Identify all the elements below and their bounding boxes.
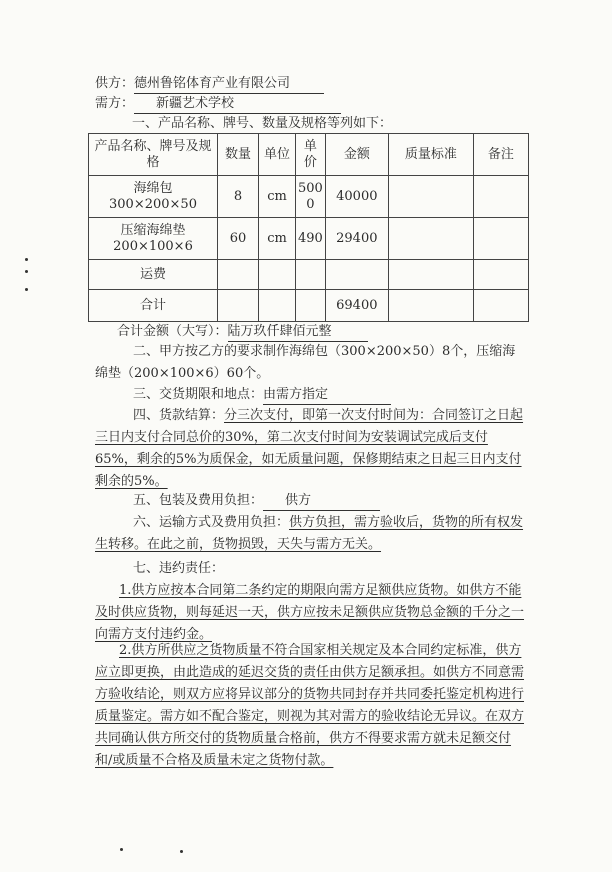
section2-paragraph: 二、甲方按乙方的要求制作海绵包（300×200×50）8个，压缩海绵垫（200×100×6）60个。 bbox=[95, 344, 516, 381]
table-cell: 8 bbox=[218, 176, 259, 218]
table-cell bbox=[218, 290, 259, 322]
section3-label: 三、交货期限和地点： bbox=[133, 387, 264, 402]
table-cell: 29400 bbox=[325, 218, 388, 260]
table-cell bbox=[296, 290, 326, 322]
table-header-cell: 产品名称、牌号及规格 bbox=[89, 134, 218, 176]
table-cell bbox=[473, 218, 528, 260]
table-cell: 压缩海绵垫 200×100×6 bbox=[89, 218, 218, 260]
table-cell: 运费 bbox=[89, 260, 218, 290]
table-cell bbox=[473, 260, 528, 290]
table-row bbox=[89, 176, 529, 218]
buyer-value: 新疆艺术学校 bbox=[134, 95, 341, 114]
table-cell bbox=[388, 218, 473, 260]
supplier-line bbox=[95, 75, 324, 94]
table-cell: 60 bbox=[218, 218, 259, 260]
section3-line bbox=[133, 386, 391, 405]
section6-label: 六、运输方式及费用负担： bbox=[133, 515, 290, 530]
total-words-value: 陆万玖仟肆佰元整 bbox=[228, 323, 368, 342]
section3-value: 由需方指定 bbox=[263, 386, 391, 405]
table-cell bbox=[388, 290, 473, 322]
table-cell: cm bbox=[259, 218, 296, 260]
table-cell bbox=[218, 260, 259, 290]
supplier-value: 德州鲁铭体育产业有限公司 bbox=[134, 75, 324, 94]
scan-speck bbox=[25, 258, 28, 261]
table-cell bbox=[388, 260, 473, 290]
table-cell bbox=[325, 260, 388, 290]
clause2-text: 2.供方所供应之货物质量不符合国家相关规定及本合同约定标准，供方应立即更换，由此造成的延迟交货的责任由供方足额承担。如供方不同意需方验收结论，则双方应将异议部分的货物共同封存并共同委托鉴定机构进行质量鉴定。需方如不配合鉴定，则视为其对需方的验收结论无异议。在双方共同确认供方所交付的货物质量合格前，供方不得要求需方就未足额交付和/或质量不合格及质量未定之货物付款。 bbox=[95, 643, 525, 768]
section4-paragraph bbox=[95, 405, 525, 493]
supplier-label: 供方： bbox=[95, 76, 135, 91]
table-cell bbox=[473, 176, 528, 218]
section5-label: 五、包装及费用负担： bbox=[133, 493, 264, 508]
table-cell: 海绵包 300×200×50 bbox=[89, 176, 218, 218]
table-cell bbox=[259, 290, 296, 322]
table-cell: 合计 bbox=[89, 290, 218, 322]
table-cell: 69400 bbox=[325, 290, 388, 322]
clause1-paragraph bbox=[95, 580, 525, 646]
scan-speck bbox=[120, 848, 123, 851]
table-header-cell: 备注 bbox=[473, 134, 528, 176]
table-cell: 40000 bbox=[325, 176, 388, 218]
table-header-cell: 单位 bbox=[259, 134, 296, 176]
table-header-row bbox=[89, 134, 529, 176]
table-cell bbox=[259, 260, 296, 290]
product-table bbox=[88, 133, 529, 322]
table-cell: cm bbox=[259, 176, 296, 218]
section6-value: 供方负担，需方验收后，货物的所有权发生转移。在此之前，货物损毁，天失与需方无关。 bbox=[95, 515, 524, 552]
table-cell bbox=[296, 260, 326, 290]
table-row bbox=[89, 290, 529, 322]
section1-heading: 一、产品名称、牌号、数量及规格等列如下： bbox=[132, 116, 393, 131]
table-header-cell: 质量标准 bbox=[388, 134, 473, 176]
buyer-line bbox=[95, 95, 341, 114]
scan-speck bbox=[25, 288, 28, 291]
section4-value: 分三次支付，即第一次支付时间为：合同签订之日起三日内支付合同总价的30%，第二次支付时间为安装调试完成后支付65%，剩余的5%为质保金，如无质量问题，保修期结束之日起三日内支付剩余的5%。 bbox=[95, 408, 524, 489]
scan-speck bbox=[180, 850, 183, 853]
total-words-label: 合计金额（大写）： bbox=[117, 324, 228, 339]
section4-label: 四、货款结算： bbox=[133, 408, 225, 423]
clause1-text: 1.供方应按本合同第二条约定的期限向需方足额供应货物。如供方不能及时供应货物，则每延迟一天，供方应按未足额供应货物总金额的千分之一向需方支付违约金。 bbox=[95, 583, 525, 642]
table-header-cell: 金额 bbox=[325, 134, 388, 176]
scan-speck bbox=[25, 270, 28, 273]
table-cell bbox=[473, 290, 528, 322]
table-row bbox=[89, 218, 529, 260]
table-row bbox=[89, 260, 529, 290]
table-cell bbox=[388, 176, 473, 218]
clause2-paragraph bbox=[95, 640, 525, 772]
section5-value: 供方 bbox=[263, 492, 380, 511]
section7-heading: 七、违约责任： bbox=[133, 561, 225, 576]
table-header-cell: 数量 bbox=[218, 134, 259, 176]
table-cell: 5000 bbox=[296, 176, 326, 218]
table-header-cell: 单价 bbox=[296, 134, 326, 176]
section5-line bbox=[133, 492, 380, 511]
buyer-label: 需方： bbox=[95, 96, 135, 111]
total-words-line bbox=[117, 323, 368, 342]
section6-paragraph bbox=[95, 512, 525, 556]
table-cell: 490 bbox=[296, 218, 326, 260]
